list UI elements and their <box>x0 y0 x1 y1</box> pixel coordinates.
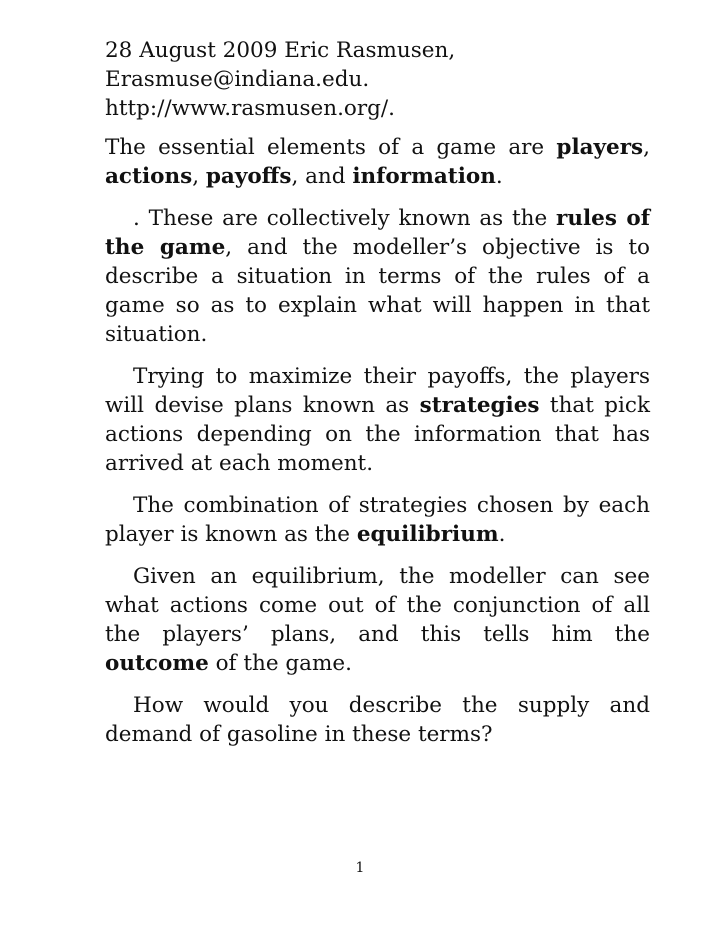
term-actions: actions <box>105 164 193 189</box>
term-rules-of-the-game: rules of the game <box>105 206 650 260</box>
document-body <box>105 36 650 762</box>
paragraph-outcome: Given an equilibrium, the modeller can see what actions come out of the conjunction of all the players’ plans, and this tells him the outcome of the game. <box>105 564 650 676</box>
paragraph-strategies: Trying to maximize their payoffs, the players will devise plans known as strategies that pick actions depending on the information that has arrived at each moment. <box>105 364 650 476</box>
term-outcome: outcome <box>105 651 209 676</box>
paragraph-rules: . These are collectively known as the rules of the game, and the modeller’s objective is to describe a situation in terms of the rules of a game so as to explain what will happen in that situation. <box>105 206 651 347</box>
paragraph-question: How would you describe the supply and demand of gasoline in these terms? <box>105 693 650 747</box>
term-payoffs: payoffs <box>205 164 292 189</box>
paragraph-equilibrium: The combination of strategies chosen by each player is known as the equilibrium. <box>105 493 650 547</box>
header-line: 28 August 2009 Eric Rasmusen, Erasmuse@indiana.edu. http://www.rasmusen.org/. <box>105 38 456 121</box>
page-number: 1 <box>355 860 365 876</box>
term-information: information <box>352 164 496 189</box>
term-players: players <box>556 135 644 160</box>
paragraph-elements: The essential elements of a game are players, actions, payoffs, and information. <box>105 135 650 189</box>
term-strategies: strategies <box>419 393 540 418</box>
term-equilibrium: equilibrium <box>356 522 499 547</box>
